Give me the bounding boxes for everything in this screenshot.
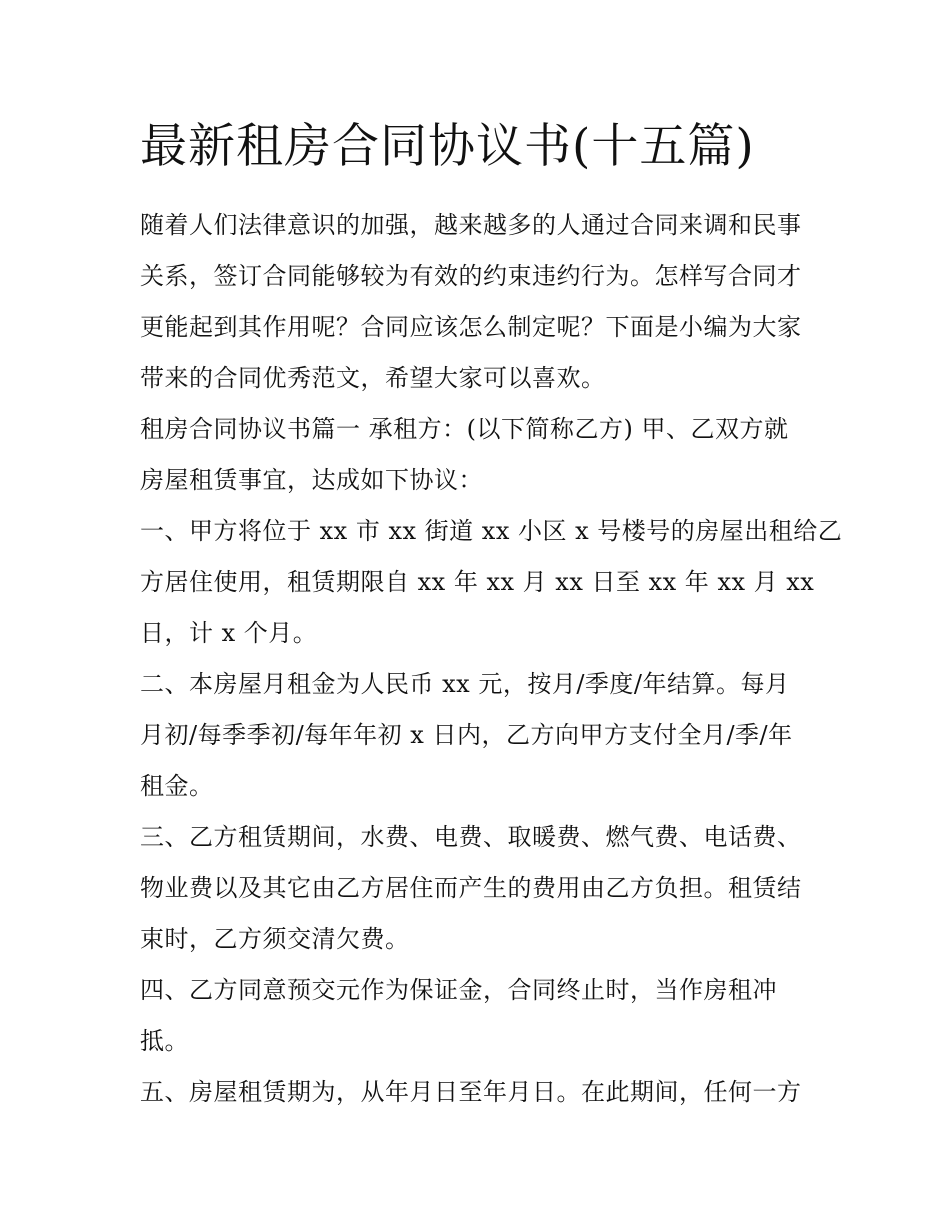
- text-line: 五、房屋租赁期为，从年月日至年月日。在此期间，任何一方: [140, 1078, 802, 1106]
- text-line: 带来的合同优秀范文，希望大家可以喜欢。: [140, 364, 606, 392]
- text-line: 方居住使用，租赁期限自 xx 年 xx 月 xx 日至 xx 年 xx 月 xx: [140, 568, 815, 596]
- text-line: 日，计 x 个月。: [140, 619, 318, 647]
- text-line: 一、甲方将位于 xx 市 xx 街道 xx 小区 x 号楼号的房屋出租给乙: [140, 517, 843, 545]
- text-line: 租金。: [140, 772, 214, 800]
- text-line: 房屋租赁事宜，达成如下协议：: [140, 466, 483, 494]
- text-line: 关系，签订合同能够较为有效的约束违约行为。怎样写合同才: [140, 262, 802, 290]
- paragraph-clause-5: [140, 1067, 820, 1118]
- paragraph-contract-one-heading: [140, 404, 820, 506]
- text-line: 更能起到其作用呢？合同应该怎么制定呢？下面是小编为大家: [140, 313, 802, 341]
- paragraph-clause-1: [140, 506, 843, 659]
- paragraph-clause-3: [140, 812, 820, 965]
- text-line: 束时，乙方须交清欠费。: [140, 925, 410, 953]
- document-title: 最新租房合同协议书(十五篇): [140, 119, 755, 174]
- text-line: 四、乙方同意预交元作为保证金，合同终止时，当作房租冲: [140, 976, 777, 1004]
- document-body: [140, 200, 843, 1118]
- text-line: 月初/每季季初/每年年初 x 日内，乙方向甲方支付全月/季/年: [140, 721, 793, 749]
- text-line: 随着人们法律意识的加强，越来越多的人通过合同来调和民事: [140, 211, 802, 239]
- paragraph-clause-4: [140, 965, 820, 1067]
- document-page: [140, 114, 843, 1118]
- text-line: 抵。: [140, 1027, 189, 1055]
- text-line: 物业费以及其它由乙方居住而产生的费用由乙方负担。租赁结: [140, 874, 802, 902]
- text-line: 三、乙方租赁期间，水费、电费、取暖费、燃气费、电话费、: [140, 823, 802, 851]
- paragraph-intro: [140, 200, 820, 404]
- text-line: 二、本房屋月租金为人民币 xx 元，按月/季度/年结算。每月: [140, 670, 790, 698]
- text-line: 租房合同协议书篇一 承租方：(以下简称乙方) 甲、乙双方就: [140, 415, 789, 443]
- paragraph-clause-2: [140, 659, 820, 812]
